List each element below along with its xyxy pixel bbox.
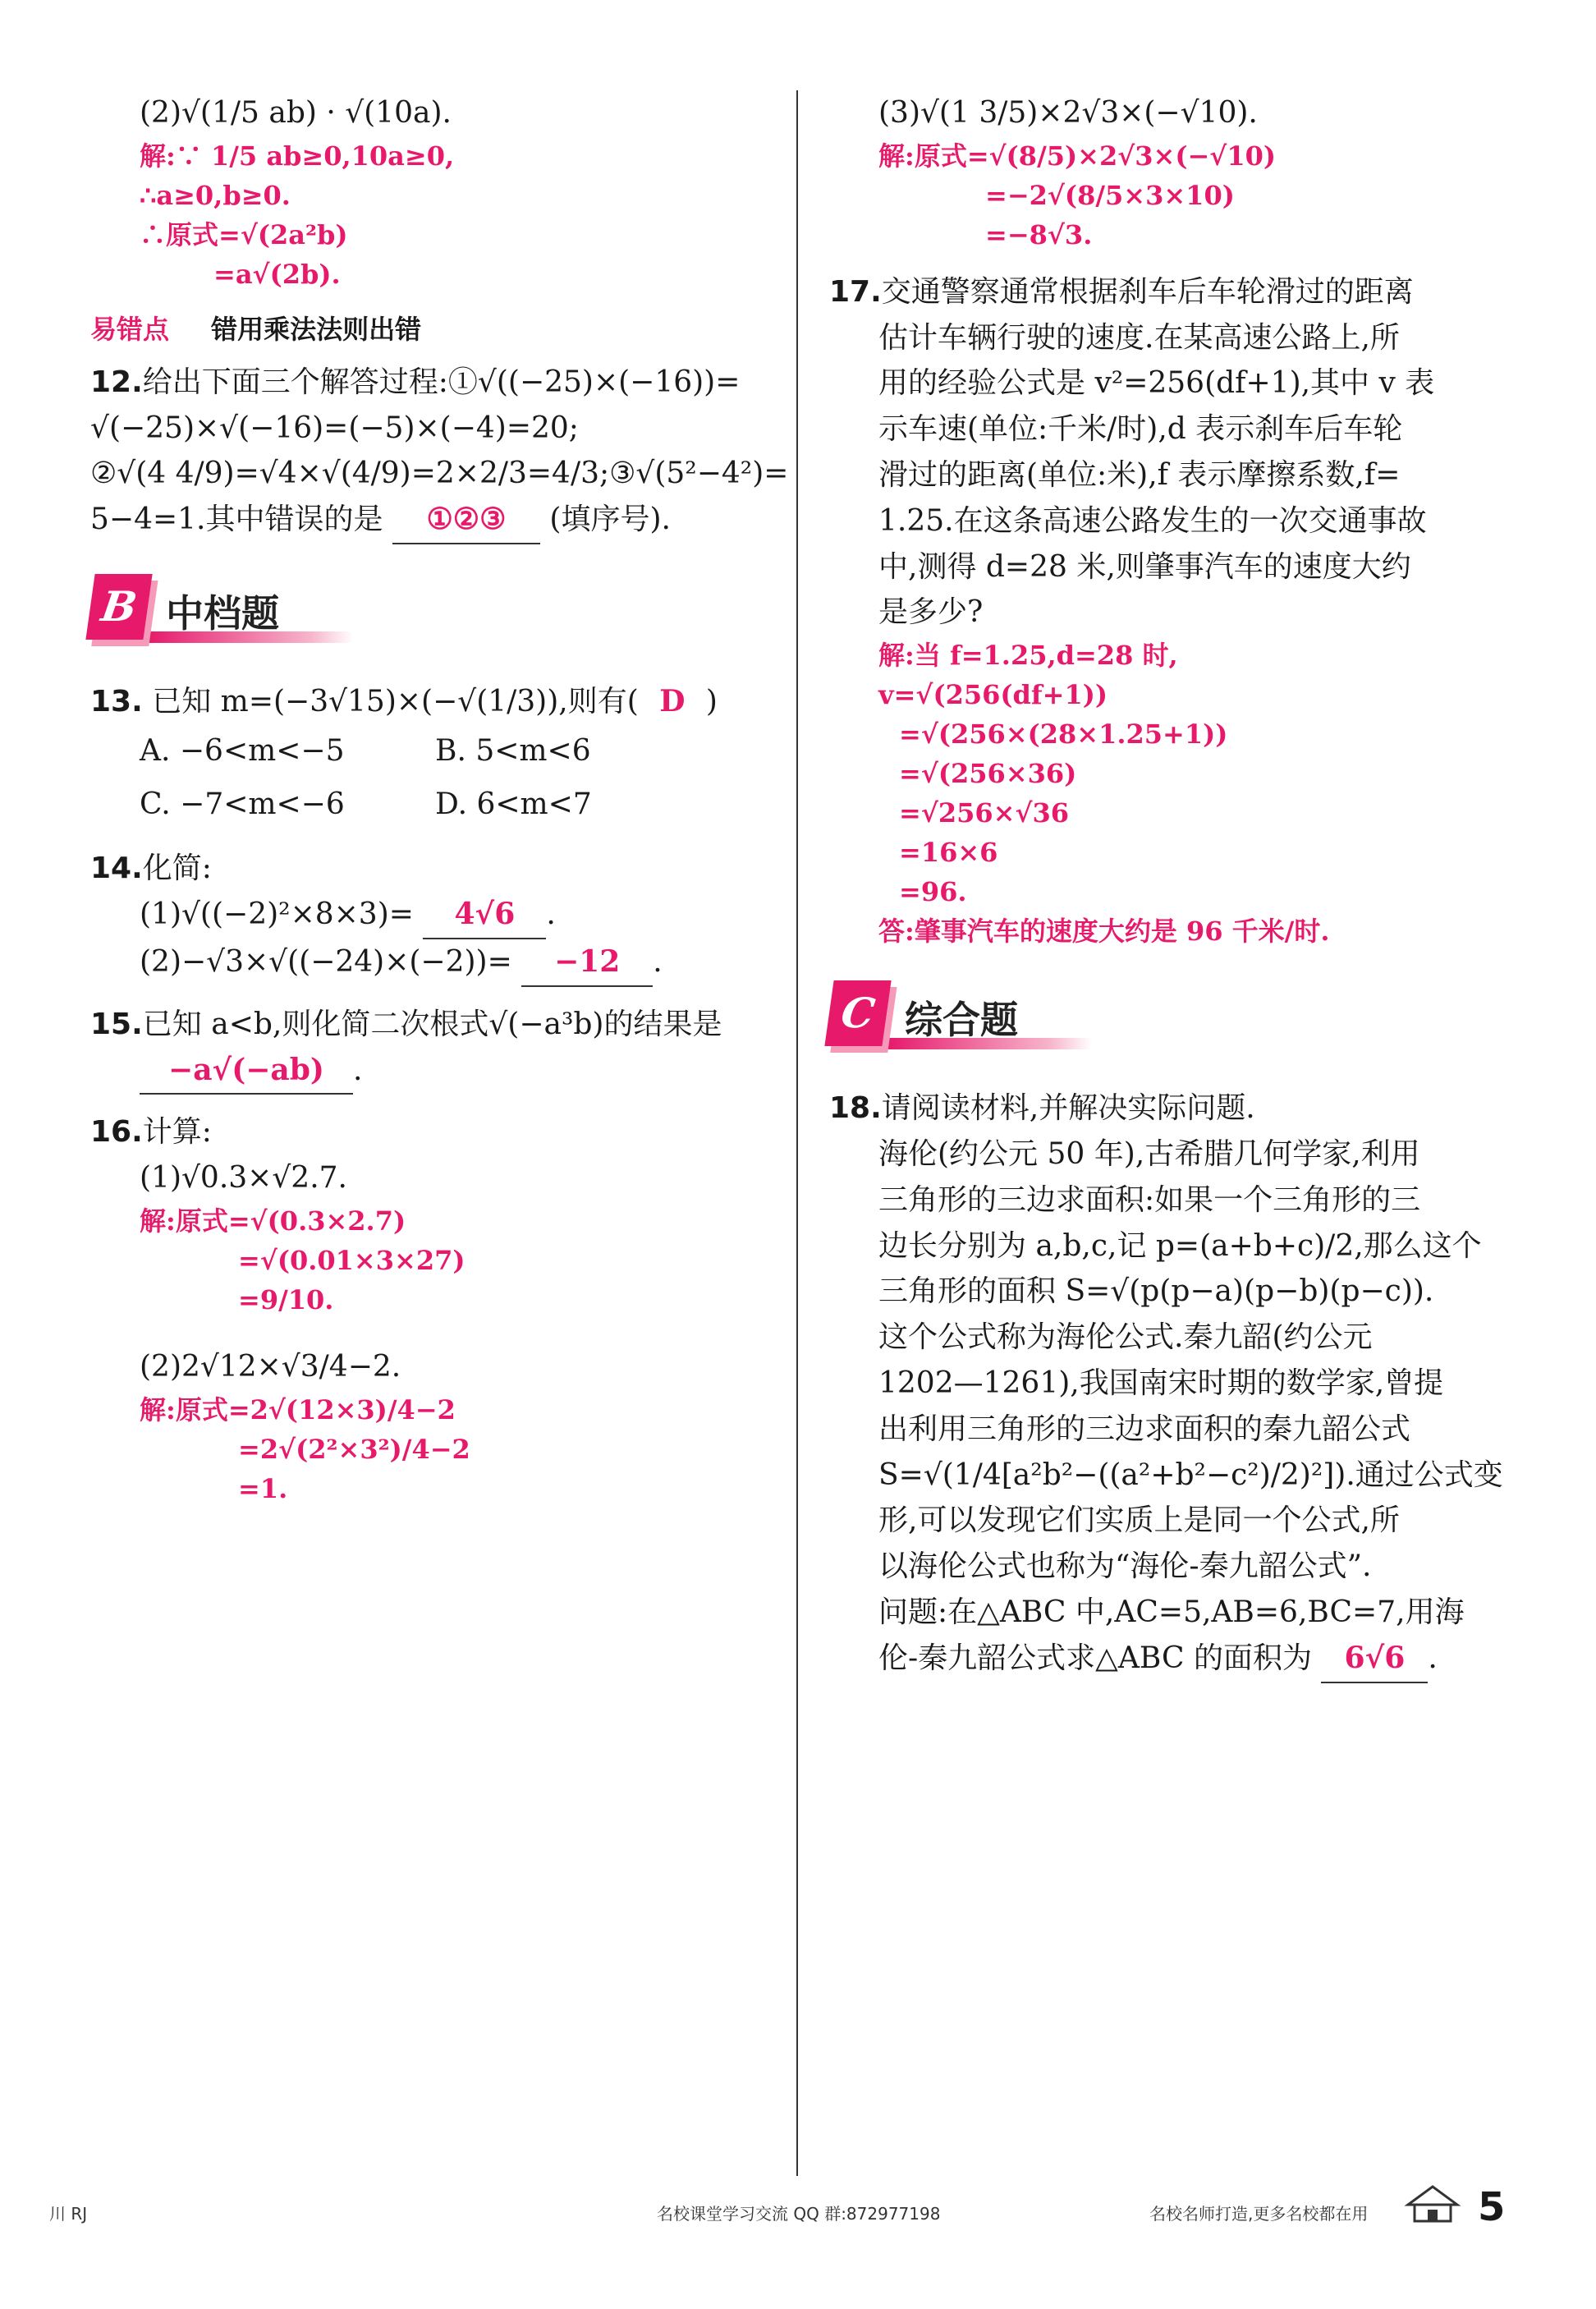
solution-step: 解:∵ 1/5 ab≥0,10a≥0, (140, 140, 455, 172)
solution-step: =−2√(8/5×3×10) (985, 179, 1235, 211)
question-18 (829, 1086, 1511, 1682)
question-part: (1)√((−2)²×8×3)= (140, 897, 414, 932)
question-16 (90, 1109, 764, 1508)
question-line: 三角形的面积 S=√(p(p−a)(p−b)(p−c)). (878, 1274, 1434, 1309)
section-title: 中档题 (166, 590, 279, 636)
option-a: A. −6<m<−5 (140, 733, 345, 768)
question-line: 伦-秦九韶公式求△ABC 的面积为 (878, 1641, 1312, 1675)
choice-answer: D (659, 683, 686, 718)
right-column (829, 90, 1511, 1698)
q11-part2 (90, 90, 764, 294)
answer-blank: −12 (521, 939, 653, 987)
solution-step: =√(0.01×3×27) (238, 1244, 466, 1276)
section-letter: B (85, 574, 152, 640)
question-line: 中,测得 d=28 米,则肇事汽车的速度大约 (878, 549, 1411, 584)
tip-tag: 易错点 (90, 313, 170, 345)
q16-part3 (829, 90, 1511, 255)
question-line: √(−25)×√(−16)=(−5)×(−4)=20; (90, 411, 579, 445)
solution-step: 解:原式=2√(12×3)/4−2 (140, 1393, 456, 1425)
solution-step: =√(256×36) (899, 758, 1077, 790)
question-suffix: (填序号). (549, 503, 671, 537)
section-title: 综合题 (905, 998, 1018, 1043)
question-line: 是多少? (878, 595, 984, 630)
question-line: 示车速(单位:千米/时),d 表示刹车后车轮 (878, 412, 1403, 447)
answer-blank: 4√6 (423, 892, 546, 939)
option-b: B. 5<m<6 (435, 733, 591, 768)
column-divider (796, 90, 798, 2176)
question-line: 估计车辆行驶的速度.在某高速公路上,所 (878, 320, 1400, 355)
question-line: 5−4=1.其中错误的是 (90, 503, 383, 537)
question-line: ②√(4 4/9)=√4×√(4/9)=2×2/3=4/3;③√(5²−4²)= (90, 457, 789, 491)
question-12 (90, 360, 789, 544)
end-period: . (1428, 1641, 1438, 1675)
question-part: (2)2√12×√3/4−2. (140, 1349, 401, 1384)
question-part: (3)√(1 3/5)×2√3×(−√10). (878, 96, 1258, 130)
question-line: 给出下面三个解答过程:①√((−25)×(−16))= (142, 365, 741, 399)
answer-blank: 6√6 (1321, 1636, 1428, 1683)
question-line: 问题:在△ABC 中,AC=5,AB=6,BC=7,用海 (878, 1595, 1465, 1629)
section-header-b (90, 566, 764, 656)
question-line: 滑过的距离(单位:米),f 表示摩擦系数,f= (878, 457, 1401, 492)
left-column (90, 90, 789, 1523)
solution-step: =√(256×(28×1.25+1)) (899, 718, 1228, 751)
solution-step: ∴a≥0,b≥0. (140, 179, 291, 211)
option-d: D. 6<m<7 (435, 787, 592, 821)
solution-step: v=√(256(df+1)) (878, 679, 1108, 711)
question-part: (1)√0.3×√2.7. (140, 1161, 347, 1196)
question-14: 14.化简: (1)√((−2)²×8×3)= 4√6 . (2)−√3×√((−24)×(−2))= −12 . (90, 846, 764, 986)
page-number: 5 (1478, 2184, 1506, 2230)
question-number: 12. (90, 365, 143, 399)
section-letter: C (824, 980, 891, 1046)
question-title: 计算: (142, 1115, 212, 1150)
question-line: 以海伦公式也称为“海伦-秦九韶公式”. (878, 1549, 1372, 1584)
solution-step: =9/10. (238, 1283, 334, 1315)
common-mistake-tip (90, 309, 764, 347)
tip-text: 错用乘法法则出错 (211, 313, 422, 345)
question-line: S=√(1/4[a²b²−((a²+b²−c²)/2)²]).通过公式变 (878, 1457, 1503, 1492)
publisher-logo-icon (1400, 2180, 1465, 2229)
question-part: (2)−√3×√((−24)×(−2))= (140, 944, 512, 979)
answer-blank: −a√(−ab) (140, 1048, 353, 1095)
question-text: 已知 m=(−3√15)×(−√(1/3)),则有( (152, 684, 639, 718)
solution-step: =2√(2²×3²)/4−2 (238, 1433, 470, 1465)
paren-close: ) (705, 684, 718, 718)
solution-step: =96. (899, 876, 967, 908)
solution-step: 解:原式=√(8/5)×2√3×(−√10) (878, 140, 1277, 172)
question-number: 14. (90, 852, 143, 886)
solution-step: 解:原式=√(0.3×2.7) (140, 1205, 406, 1237)
footer-qq-group: 名校课堂学习交流 QQ 群:872977198 (657, 2204, 941, 2224)
question-number: 16. (90, 1115, 143, 1150)
question-line: 海伦(约公元 50 年),古希腊几何学家,利用 (878, 1136, 1420, 1171)
solution-step: ∴原式=√(2a²b) (140, 218, 348, 250)
question-number: 18. (829, 1091, 882, 1126)
solution-step: =16×6 (899, 837, 998, 869)
question-line: 这个公式称为海伦公式.秦九韶(约公元 (878, 1320, 1373, 1355)
solution-step: =a√(2b). (213, 258, 341, 290)
question-title: 化简: (142, 852, 212, 886)
question-number: 17. (829, 274, 882, 309)
question-text: 已知 a<b,则化简二次根式√(−a³b)的结果是 (142, 1007, 722, 1041)
section-header-c (829, 972, 1511, 1063)
footer-edition: 川 RJ (49, 2204, 88, 2224)
question-17 (829, 269, 1511, 951)
choice-options (90, 725, 764, 832)
question-line: 出利用三角形的三边求面积的秦九韶公式 (878, 1412, 1411, 1446)
question-number: 13. (90, 684, 143, 718)
question-number: 15. (90, 1007, 143, 1041)
solution-step: =√256×√36 (899, 797, 1070, 829)
question-text: (2)√(1/5 ab) · √(10a). (140, 96, 452, 130)
answer-blank: ①②③ (392, 497, 540, 544)
question-13 (90, 679, 764, 831)
question-line: 边长分别为 a,b,c,记 p=(a+b+c)/2,那么这个 (878, 1228, 1482, 1263)
option-c: C. −7<m<−6 (140, 787, 345, 821)
question-line: 交通警察通常根据刹车后车轮滑过的距离 (881, 274, 1414, 309)
answer-conclusion: 答:肇事汽车的速度大约是 96 千米/时. (878, 916, 1330, 948)
question-line: 三角形的三边求面积:如果一个三角形的三 (878, 1182, 1421, 1217)
footer-slogan: 名校名师打造,更多名校都在用 (1149, 2204, 1369, 2224)
question-15: 15.已知 a<b,则化简二次根式√(−a³b)的结果是 −a√(−ab) . (90, 1002, 764, 1095)
solution-step: =1. (238, 1472, 288, 1504)
solution-step: =−8√3. (985, 218, 1093, 250)
solution-step: 解:当 f=1.25,d=28 时, (878, 640, 1178, 672)
question-line: 形,可以发现它们实质上是同一个公式,所 (878, 1503, 1400, 1538)
question-line: 1202—1261),我国南宋时期的数学家,曾提 (878, 1366, 1444, 1400)
question-line: 1.25.在这条高速公路发生的一次交通事故 (878, 503, 1427, 538)
question-line: 请阅读材料,并解决实际问题. (881, 1091, 1255, 1126)
question-line: 用的经验公式是 v²=256(df+1),其中 v 表 (878, 366, 1435, 401)
